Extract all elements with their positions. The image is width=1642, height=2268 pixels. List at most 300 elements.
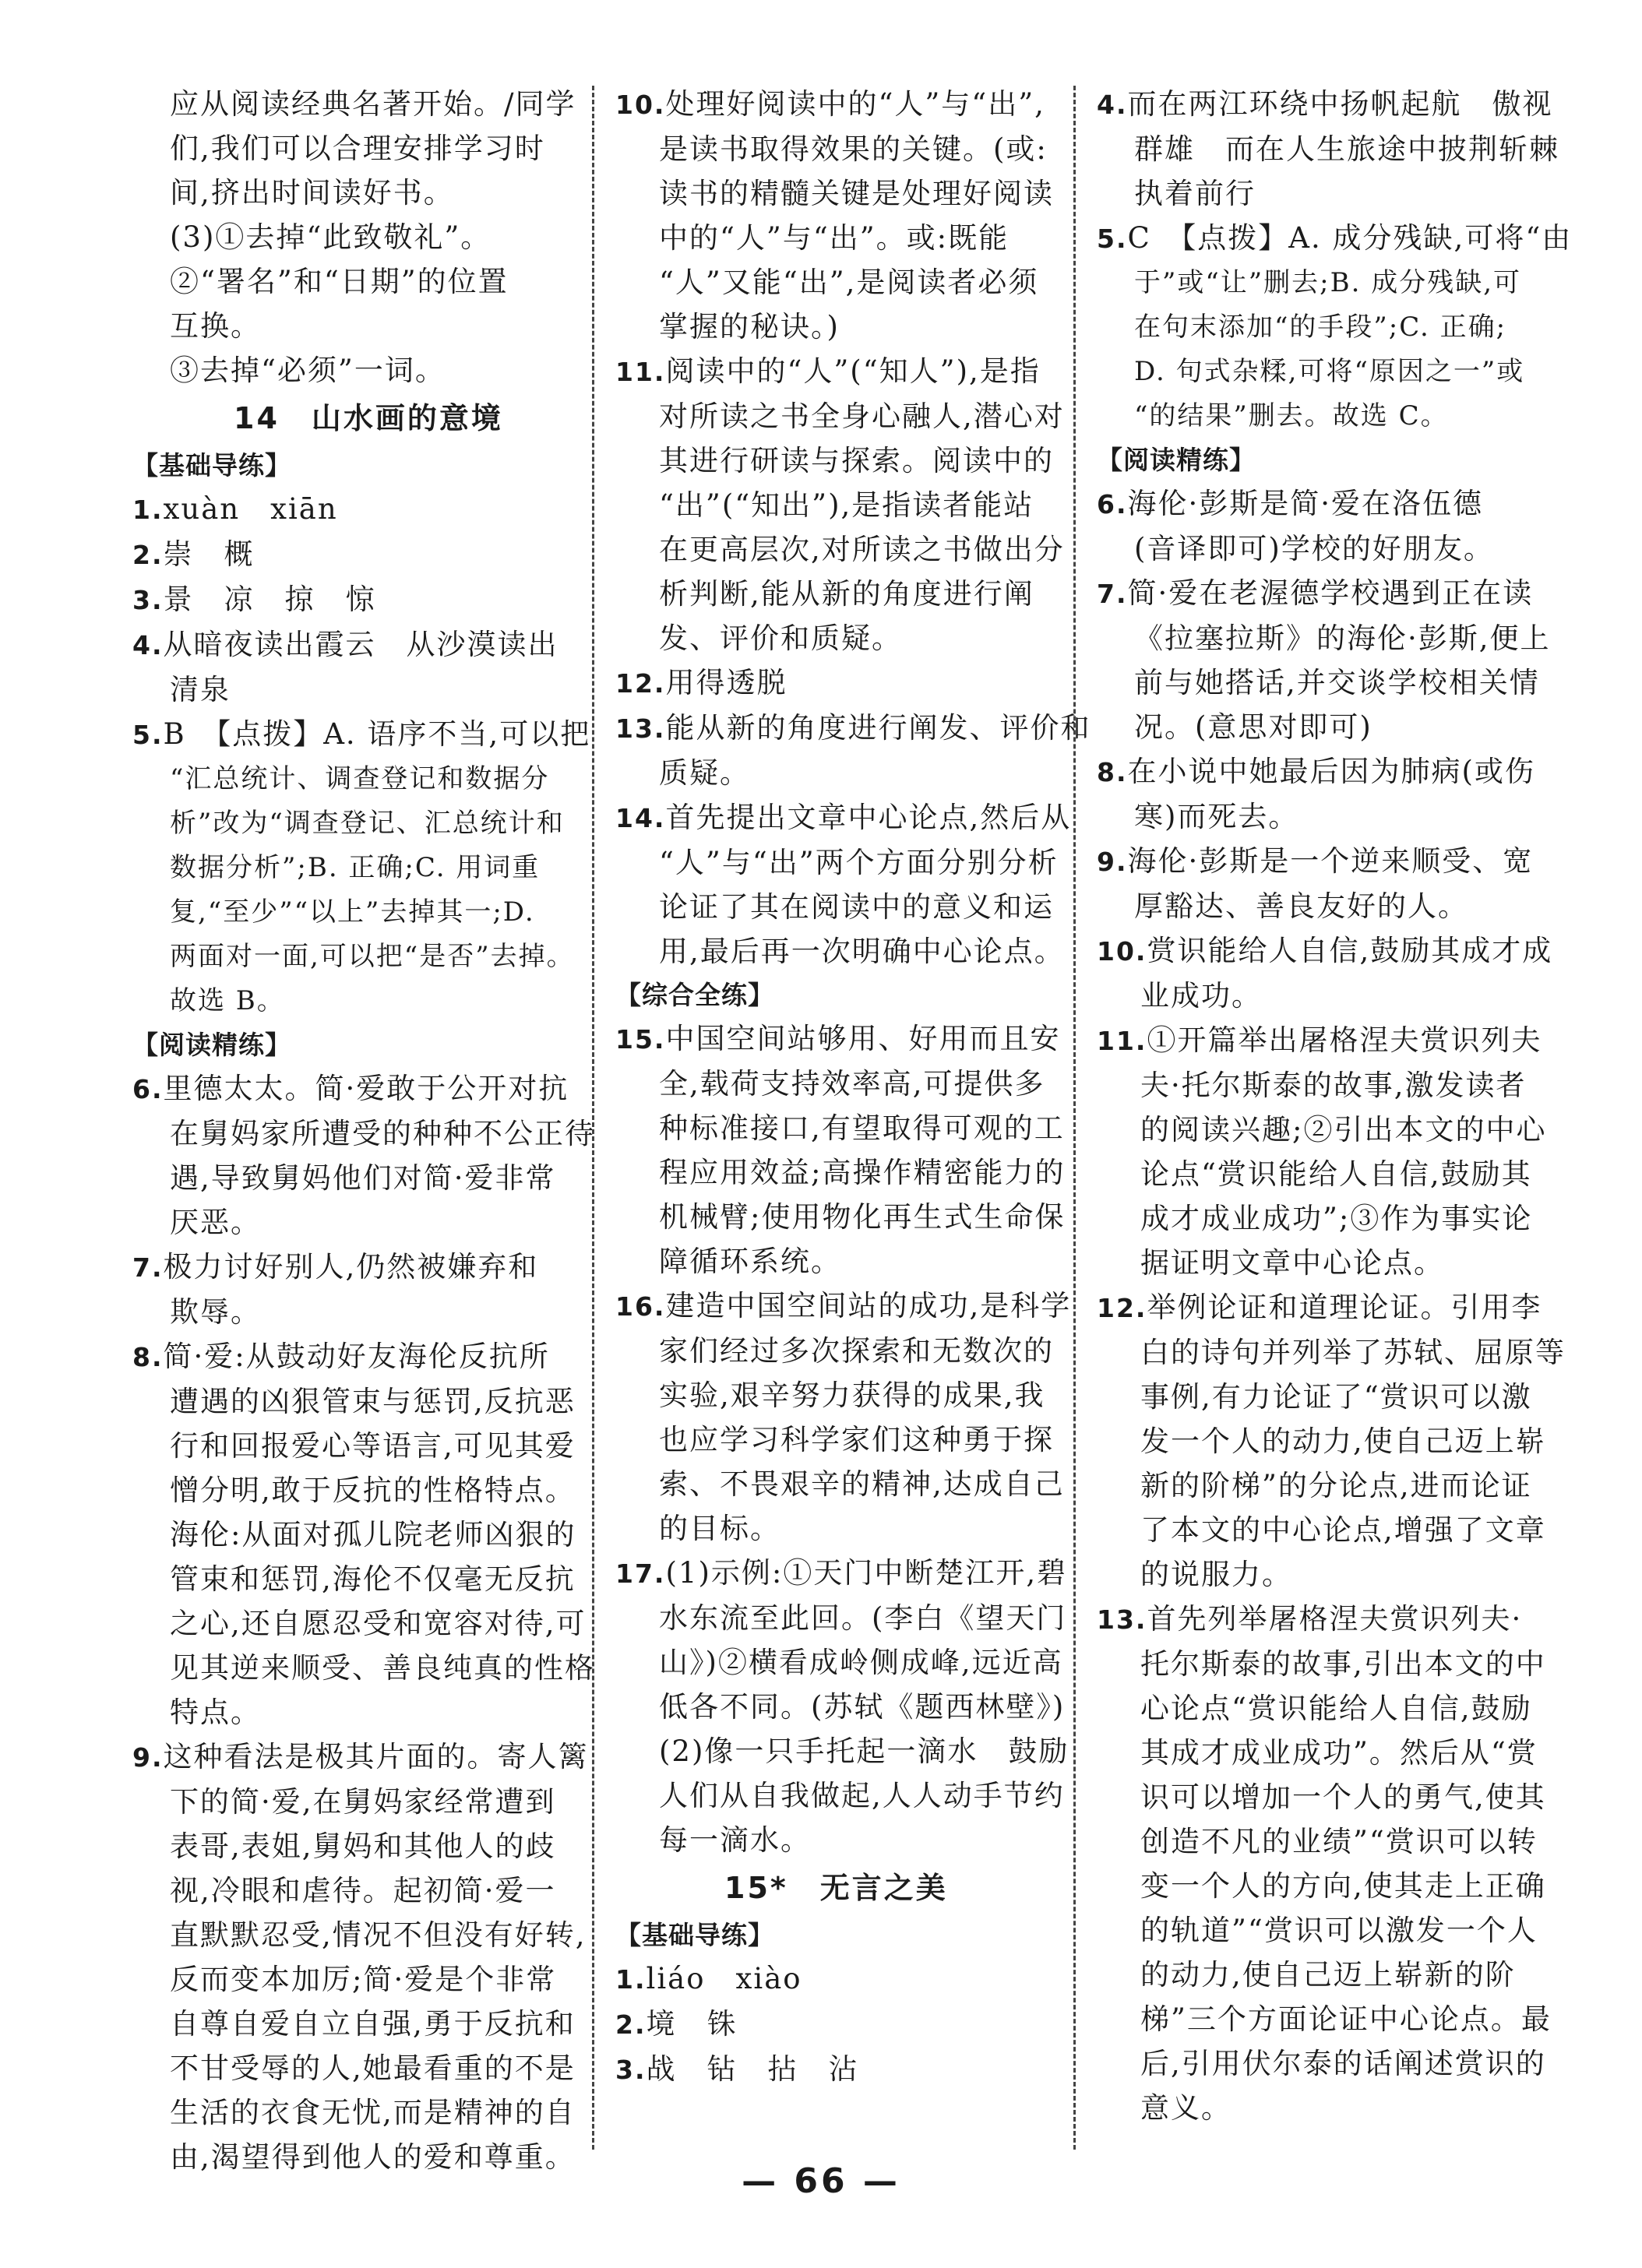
answer-text: 中国空间站够用、好用而且安: [665, 1022, 1061, 1055]
answer-text-line: [132, 1824, 569, 1868]
item-number: 8.: [132, 1342, 164, 1372]
item-number: 4.: [132, 630, 164, 660]
answer-item: [132, 1245, 569, 1290]
answer-text-line: [132, 1868, 569, 1913]
answer-text-line: [615, 260, 1048, 305]
answer-text-line: [1097, 1463, 1533, 1508]
answer-text-line: [132, 215, 569, 259]
answer-text: 欺辱。: [170, 1295, 261, 1329]
answer-text-line: [615, 305, 1048, 349]
answer-text-line: [1097, 1330, 1566, 1375]
answer-text: 应从阅读经典名著开始。/同学: [170, 87, 576, 121]
answer-text: 其成才成业成功”。然后从“赏: [1140, 1736, 1538, 1770]
item-number: 13.: [1097, 1604, 1147, 1635]
answer-text: 程应用效益;高操作精密能力的: [659, 1156, 1066, 1189]
answer-text: 索、不畏艰辛的精神,达成自己: [659, 1467, 1065, 1501]
item-number: 13.: [615, 713, 666, 744]
answer-text: 《拉塞拉斯》的海伦·彭斯,便上: [1134, 622, 1551, 655]
answer-text-line: [615, 1062, 1048, 1106]
answer-text-line: [132, 1690, 569, 1734]
answer-text-line: [132, 667, 569, 712]
answer-text: 白的诗句并列举了苏轼、屈原等: [1140, 1336, 1566, 1369]
answer-text: C 【点拨】A. 成分残缺,可将“由: [1127, 221, 1573, 255]
answer-text-line: [615, 1729, 1069, 1773]
answer-text: 低各不同。(苏轼《题西林壁》): [659, 1690, 1066, 1724]
answer-text-line: [615, 751, 1048, 795]
item-number: 5.: [1097, 224, 1128, 254]
answer-text: B 【点拨】A. 语序不当,可以把: [163, 717, 591, 751]
answer-text-line: [1097, 1819, 1538, 1864]
answer-text: “人”与“出”两个方面分别分析: [659, 846, 1059, 879]
answer-text: ①开篇举出屠格涅夫赏识列夫: [1147, 1023, 1542, 1057]
lesson-title: 15* 无言之美: [724, 1871, 948, 1905]
section-heading: 【阅读精练】: [132, 1030, 291, 1060]
answer-text-line: [1097, 1642, 1546, 1686]
answer-item: [132, 487, 569, 532]
answer-text-line: [132, 1513, 576, 1557]
answer-text: 成才成业成功”;③作为事实论: [1140, 1202, 1533, 1235]
answer-text: 憎分明,敢于反抗的性格特点。: [170, 1474, 576, 1507]
answer-text: 举例论证和道理论证。引用李: [1147, 1291, 1542, 1324]
answer-text: “的结果”删去。故选 C。: [1134, 400, 1449, 431]
answer-item: [615, 795, 1072, 840]
answer-text: “出”(“知出”),是指读者能站: [659, 488, 1034, 522]
answer-text: 两面对一面,可以把“是否”去掉。: [170, 941, 575, 972]
answer-text-line: [132, 1424, 576, 1468]
answer-text: 于”或“让”删去;B. 成分残缺,可: [1134, 267, 1522, 298]
answer-text: 的目标。: [659, 1512, 780, 1545]
answer-text: 海伦:从面对孤儿院老师凶狠的: [170, 1518, 576, 1551]
answer-text-line: [615, 1195, 1066, 1239]
answer-item: [1097, 749, 1533, 794]
item-number: 11.: [1097, 1026, 1147, 1056]
answer-text: 机械臂;使用物化再生式生命保: [659, 1200, 1066, 1234]
answer-text: ③去掉“必须”一词。: [170, 354, 446, 387]
answer-text-line: [615, 1329, 1054, 1373]
answer-item: [615, 1551, 1068, 1596]
answer-text: 的说服力。: [1140, 1558, 1292, 1591]
answer-text-line: [132, 171, 569, 215]
answer-text: (3)①去掉“此致敬礼”。: [170, 220, 492, 254]
answer-text: 群雄 而在人生旅途中披荆斩棘: [1134, 132, 1559, 166]
answer-text-line: [615, 127, 1048, 171]
answer-text-line: [132, 757, 569, 801]
answer-text: 前与她搭话,并交谈学校相关情: [1134, 666, 1540, 699]
answer-text: 论点“赏识能给人自信,鼓励其: [1140, 1157, 1532, 1191]
answer-text: 的动力,使自己迈上崭新的阶: [1140, 1958, 1516, 1992]
answer-text-line: [615, 527, 1065, 572]
answer-text-line: [132, 801, 569, 846]
answer-text: 遇,导致舅妈他们对简·爱非常: [170, 1161, 556, 1195]
answer-text: 心论点“赏识能给人自信,鼓励: [1140, 1692, 1532, 1725]
answer-item: [132, 532, 569, 577]
answer-item: [132, 1066, 569, 1111]
answer-text-line: [1097, 884, 1533, 928]
answer-text-line: [132, 1156, 569, 1200]
answer-text: 首先提出文章中心论点,然后从: [665, 801, 1072, 834]
answer-text-line: [132, 1780, 569, 1824]
answer-item: [1097, 1018, 1542, 1063]
answer-text: 论证了其在阅读中的意义和运: [659, 890, 1054, 924]
answer-text: 景 凉 掠 惊: [163, 583, 376, 616]
answer-text: 人们从自我做起,人人动手节约: [659, 1779, 1065, 1812]
answer-text: 而在两江环绕中扬帆起航 傲视: [1127, 87, 1553, 121]
item-number: 10.: [615, 90, 666, 120]
item-number: 5.: [132, 720, 164, 750]
answer-text-line: [132, 1557, 576, 1601]
answer-item: [615, 706, 1091, 751]
answer-text: 在句末添加“的手段”;C. 正确;: [1134, 312, 1507, 343]
answer-text: 析”改为“调查登记、汇总统计和: [170, 808, 565, 839]
answer-text: 的轨道”“赏识可以激发一个人: [1140, 1914, 1538, 1947]
answer-text-line: [1097, 1775, 1546, 1819]
answer-text-line: [132, 1379, 576, 1424]
answer-text-line: [132, 1200, 569, 1245]
section-heading: 【阅读精练】: [1097, 445, 1256, 475]
answer-text: 在舅妈家所遭受的种种不公正待: [170, 1117, 595, 1150]
answer-item: [1097, 839, 1533, 884]
answer-text: 其进行研读与探索。阅读中的: [659, 444, 1054, 477]
answer-text-line: [132, 890, 569, 935]
answer-text-line: [1097, 127, 1559, 171]
answer-text: 数据分析”;B. 正确;C. 用词重: [170, 852, 541, 883]
item-number: 11.: [615, 357, 666, 387]
answer-text: 由,渴望得到他人的爱和尊重。: [170, 2140, 576, 2174]
answer-text-line: [615, 1462, 1065, 1506]
answer-text: 首先列举屠格涅夫赏识列夫·: [1147, 1602, 1523, 1636]
answer-text-line: [1097, 1731, 1538, 1775]
answer-text-line: [132, 979, 569, 1023]
answer-item: [132, 712, 591, 757]
item-number: 8.: [1097, 757, 1128, 787]
answer-item: [1097, 481, 1533, 526]
answer-text-line: [1097, 2086, 1533, 2130]
answer-text: xuàn xiān: [163, 492, 338, 526]
answer-text: 间,挤出时间读好书。: [170, 176, 454, 210]
item-number: 7.: [132, 1252, 164, 1283]
answer-text: 的阅读兴趣;②引出本文的中心: [1140, 1113, 1547, 1146]
answer-text: 据证明文章中心论点。: [1140, 1246, 1444, 1280]
answer-text-line: [615, 1685, 1066, 1729]
answer-text: 种标准接口,有望取得可观的工: [659, 1111, 1065, 1145]
answer-text: 事例,有力论证了“赏识可以激: [1140, 1380, 1532, 1414]
answer-item: [1097, 216, 1573, 261]
answer-text: 互换。: [170, 309, 261, 343]
answer-text-line: [132, 1913, 587, 1957]
item-number: 2.: [615, 2009, 647, 2040]
answer-text: 能从新的角度进行阐发、评价和: [665, 711, 1091, 745]
item-number: 1.: [615, 1964, 647, 1995]
answer-text-line: [615, 840, 1059, 885]
answer-text: 托尔斯泰的故事,引出本文的中: [1140, 1647, 1546, 1681]
answer-text-line: [1097, 1908, 1538, 1953]
answer-text-line: [1097, 1419, 1546, 1463]
answer-text: 意义。: [1140, 2091, 1232, 2125]
answer-text: 不甘受辱的人,她最看重的不是: [170, 2051, 576, 2085]
answer-text-line: [615, 1150, 1066, 1195]
answer-text: 阅读中的“人”(“知人”),是指: [665, 354, 1041, 388]
answer-text: 遭遇的凶狠管束与惩罚,反抗恶: [170, 1385, 576, 1418]
answer-text-line: [615, 1239, 1048, 1284]
item-number: 12.: [615, 668, 666, 699]
answer-text: (1)示例:①天门中断楚江开,碧: [665, 1556, 1068, 1590]
answer-text: 建造中国空间站的成功,是科学: [665, 1289, 1072, 1322]
answer-text-line: [1097, 1063, 1533, 1108]
answer-text: 梯”三个方面论证中心论点。最: [1140, 2002, 1552, 2036]
answer-text-line: [132, 1957, 569, 2002]
item-number: 7.: [1097, 579, 1128, 609]
answer-text-line: [1097, 1152, 1533, 1196]
answer-item: [615, 660, 1048, 706]
answer-text-line: [132, 1290, 569, 1334]
answer-text: 之心,还自愿忍受和宽容对待,可: [170, 1607, 587, 1640]
answer-text-line: [132, 935, 575, 979]
answer-item: [1097, 1285, 1542, 1330]
answer-text: 在小说中她最后因为肺病(或伤: [1127, 755, 1535, 788]
answer-text-line: [1097, 350, 1533, 394]
answer-item: [132, 622, 569, 667]
answer-item: [615, 1016, 1061, 1062]
answer-text: 用得透脱: [665, 666, 788, 699]
answer-text: ②“署名”和“日期”的位置: [170, 265, 509, 298]
item-number: 2.: [132, 540, 164, 570]
answer-text-line: [615, 171, 1054, 216]
answer-text-line: [1097, 705, 1533, 749]
answer-text: 掌握的秘诀。): [659, 310, 840, 343]
answer-text: 后,引用伏尔泰的话阐述赏识的: [1140, 2047, 1546, 2080]
answer-item: [615, 1284, 1072, 1329]
answer-text: 赏识能给人自信,鼓励其成才成: [1147, 934, 1553, 967]
answer-text-line: [1097, 2041, 1546, 2086]
answer-text: 析判断,能从新的角度进行阐: [659, 577, 1034, 611]
answer-text-line: [1097, 1241, 1533, 1285]
answer-text-line: [1097, 1196, 1533, 1241]
answer-text: 简·爱在老渥德学校遇到正在读: [1127, 576, 1534, 610]
answer-text-line: [1097, 1375, 1533, 1419]
answer-text: 海伦·彭斯是一个逆来顺受、宽: [1127, 844, 1534, 878]
answer-text: “人”又能“出”,是阅读者必须: [659, 266, 1039, 299]
answer-text: 厌恶。: [170, 1206, 261, 1239]
answer-text: 清泉: [170, 673, 231, 706]
answer-text: 境 铢: [646, 2007, 738, 2041]
answer-text-line: [132, 2046, 576, 2090]
answer-text-line: [132, 82, 576, 126]
answer-text: 执着前行: [1134, 177, 1256, 210]
answer-text-line: [1097, 1864, 1546, 1908]
answer-text-line: [1097, 1997, 1552, 2041]
answer-text: 全,载荷支持效率高,可提供多: [659, 1067, 1045, 1101]
answer-text-line: [1097, 171, 1533, 216]
answer-text: 极力讨好别人,仍然被嫌弃和: [163, 1250, 539, 1284]
answer-text: 识可以增加一个人的勇气,使其: [1140, 1780, 1546, 1814]
answer-text-line: [1097, 526, 1533, 571]
item-number: 1.: [132, 495, 164, 525]
answer-text: 行和回报爱心等语言,可见其爱: [170, 1429, 576, 1463]
column-right: [1097, 82, 1573, 2130]
answer-item: [1097, 571, 1533, 616]
answer-text: 水东流至此回。(李白《望天门: [659, 1601, 1067, 1635]
answer-text-line: [615, 483, 1048, 527]
answer-text: 发、评价和质疑。: [659, 622, 902, 655]
answer-text: 质疑。: [659, 756, 750, 790]
answer-text: 自尊自爱自立自强,勇于反抗和: [170, 2007, 576, 2041]
item-number: 12.: [1097, 1293, 1147, 1323]
answer-item: [1097, 928, 1553, 974]
item-number: 14.: [615, 803, 666, 833]
answer-text: 障循环系统。: [659, 1245, 841, 1278]
answer-text-line: [615, 1106, 1065, 1150]
item-number: 3.: [615, 2055, 647, 2085]
item-number: 17.: [615, 1558, 666, 1589]
item-number: 3.: [132, 585, 164, 615]
answer-text: 况。(意思对即可): [1134, 710, 1372, 744]
answer-text-line: [132, 1111, 595, 1156]
answer-text: 新的阶梯”的分论点,进而论证: [1140, 1469, 1532, 1502]
item-number: 6.: [1097, 489, 1128, 519]
answer-text-line: [132, 1468, 576, 1513]
answer-text-line: [615, 1596, 1067, 1640]
answer-item: [132, 577, 569, 622]
answer-text: 创造不凡的业绩”“赏识可以转: [1140, 1825, 1538, 1858]
item-number: 10.: [1097, 936, 1147, 967]
answer-text-line: [615, 394, 1065, 438]
answer-text: 夫·托尔斯泰的故事,激发读者: [1140, 1069, 1527, 1102]
answer-text-line: [1097, 1508, 1546, 1552]
answer-text-line: [1097, 305, 1533, 350]
answer-text: 用,最后再一次明确中心论点。: [659, 935, 1065, 968]
answer-text-line: [1097, 974, 1533, 1018]
item-number: 15.: [615, 1024, 666, 1055]
answer-text-line: [132, 126, 569, 171]
answer-text: 厚豁达、善良友好的人。: [1134, 889, 1468, 923]
answer-text-line: [1097, 616, 1551, 660]
answer-text-line: [132, 259, 569, 304]
answer-text-line: [132, 304, 569, 348]
answer-text: 们,我们可以合理安排学习时: [170, 132, 545, 165]
answer-text-line: [1097, 1552, 1533, 1597]
answer-text-line: [615, 1773, 1065, 1818]
answer-text-line: [615, 885, 1054, 929]
answer-text-line: [132, 1646, 595, 1690]
answer-text: 从暗夜读出霞云 从沙漠读出: [163, 628, 558, 661]
answer-text: 发一个人的动力,使自己迈上崭: [1140, 1425, 1546, 1458]
answer-text: 变一个人的方向,使其走上正确: [1140, 1869, 1546, 1903]
answer-text: 实验,艰辛努力获得的成果,我: [659, 1379, 1045, 1412]
item-number: 9.: [132, 1742, 164, 1773]
answer-text: (2)像一只手托起一滴水 鼓励: [659, 1734, 1069, 1768]
answer-text-line: [1097, 1686, 1533, 1731]
answer-text: “汇总统计、调查登记和数据分: [170, 763, 550, 794]
answer-text: 管束和惩罚,海伦不仅毫无反抗: [170, 1562, 576, 1596]
answer-item: [132, 1734, 589, 1780]
answer-text: 也应学习科学家们这种勇于探: [659, 1423, 1054, 1456]
answer-text-line: [1097, 794, 1533, 839]
column-divider: [1073, 86, 1076, 2150]
answer-text: 直默默忍受,情况不但没有好转,: [170, 1918, 587, 1952]
answer-text-line: [132, 348, 569, 393]
answer-item: [132, 1334, 569, 1379]
answer-text: 家们经过多次探索和无数次的: [659, 1334, 1054, 1368]
answer-text: 崇 概: [163, 537, 255, 571]
answer-item: [615, 1956, 1048, 2002]
section-heading: 【综合全练】: [615, 980, 774, 1010]
answer-text: 这种看法是极其片面的。寄人篱: [163, 1740, 589, 1773]
answer-item: [615, 2047, 1048, 2092]
answer-text: 海伦·彭斯是简·爱在洛伍德: [1127, 487, 1484, 520]
answer-text: D. 句式杂糅,可将“原因之一”或: [1134, 356, 1525, 387]
answer-text-line: [1097, 1108, 1547, 1152]
answer-text: 读书的精髓关键是处理好阅读: [659, 177, 1054, 210]
answer-text: 特点。: [170, 1696, 261, 1729]
answer-text-line: [132, 846, 569, 890]
answer-item: [615, 82, 1048, 127]
item-number: 4.: [1097, 90, 1128, 120]
answer-text: liáo xiào: [646, 1962, 802, 1995]
answer-text-line: [1097, 660, 1540, 705]
page-number: — 66 —: [742, 2161, 900, 2201]
answer-text-line: [615, 1506, 1048, 1551]
item-number: 16.: [615, 1291, 666, 1322]
answer-text: 视,冷眼和虐待。起初简·爱一: [170, 1874, 556, 1907]
answer-text: 战 钻 拈 沾: [646, 2052, 859, 2086]
answer-text-line: [1097, 394, 1533, 438]
answer-text-line: [615, 1373, 1048, 1418]
answer-item: [615, 349, 1048, 394]
answer-text-line: [615, 572, 1048, 616]
answer-text: 每一滴水。: [659, 1823, 811, 1857]
column-divider: [592, 86, 594, 2150]
section-heading: 【基础导练】: [615, 1920, 774, 1950]
answer-text-line: [615, 1418, 1054, 1462]
answer-text: (音译即可)学校的好朋友。: [1134, 532, 1494, 565]
answer-text: 是读书取得效果的关键。(或:: [659, 132, 1048, 166]
answer-text-line: [615, 1640, 1063, 1685]
answer-text-line: [1097, 261, 1533, 305]
answer-text: 下的简·爱,在舅妈家经常遭到: [170, 1785, 556, 1819]
answer-text: 表哥,表姐,舅妈和其他人的歧: [170, 1830, 556, 1863]
lesson-title: 14 山水画的意境: [234, 401, 503, 435]
item-number: 6.: [132, 1074, 164, 1104]
answer-text-line: [615, 929, 1065, 974]
answer-text: 复,“至少”“以上”去掉其一;D.: [170, 896, 535, 928]
answer-text: 山》)②横看成岭侧成峰,远近高: [659, 1646, 1063, 1679]
column-middle: [615, 82, 1091, 2092]
answer-text-line: [615, 216, 1048, 260]
answer-text-line: [132, 2002, 576, 2046]
answer-item: [1097, 82, 1553, 127]
item-number: 9.: [1097, 847, 1128, 877]
answer-text: 简·爱:从鼓动好友海伦反抗所: [163, 1340, 550, 1373]
section-heading: 【基础导练】: [132, 450, 291, 481]
answer-text: 见其逆来顺受、善良纯真的性格: [170, 1651, 595, 1685]
answer-text: 业成功。: [1140, 979, 1262, 1012]
answer-text: 生活的衣食无忧,而是精神的自: [170, 2096, 576, 2129]
answer-text-line: [132, 1601, 587, 1646]
answer-text: 处理好阅读中的“人”与“出”,: [665, 87, 1045, 121]
answer-text-line: [1097, 1953, 1533, 1997]
column-left: [132, 82, 595, 2179]
answer-text: 故选 B。: [170, 985, 285, 1016]
answer-text-line: [132, 2090, 576, 2135]
answer-text-line: [615, 438, 1054, 483]
answer-text: 在更高层次,对所读之书做出分: [659, 533, 1065, 566]
answer-text: 反而变本加厉;简·爱是个非常: [170, 1963, 557, 1996]
answer-text-line: [615, 1818, 1048, 1862]
answer-item: [615, 2002, 1048, 2047]
answer-text: 中的“人”与“出”。或:既能: [659, 221, 1010, 255]
answer-text: 对所读之书全身心融人,潜心对: [659, 400, 1065, 433]
answer-text: 寒)而死去。: [1134, 800, 1299, 833]
